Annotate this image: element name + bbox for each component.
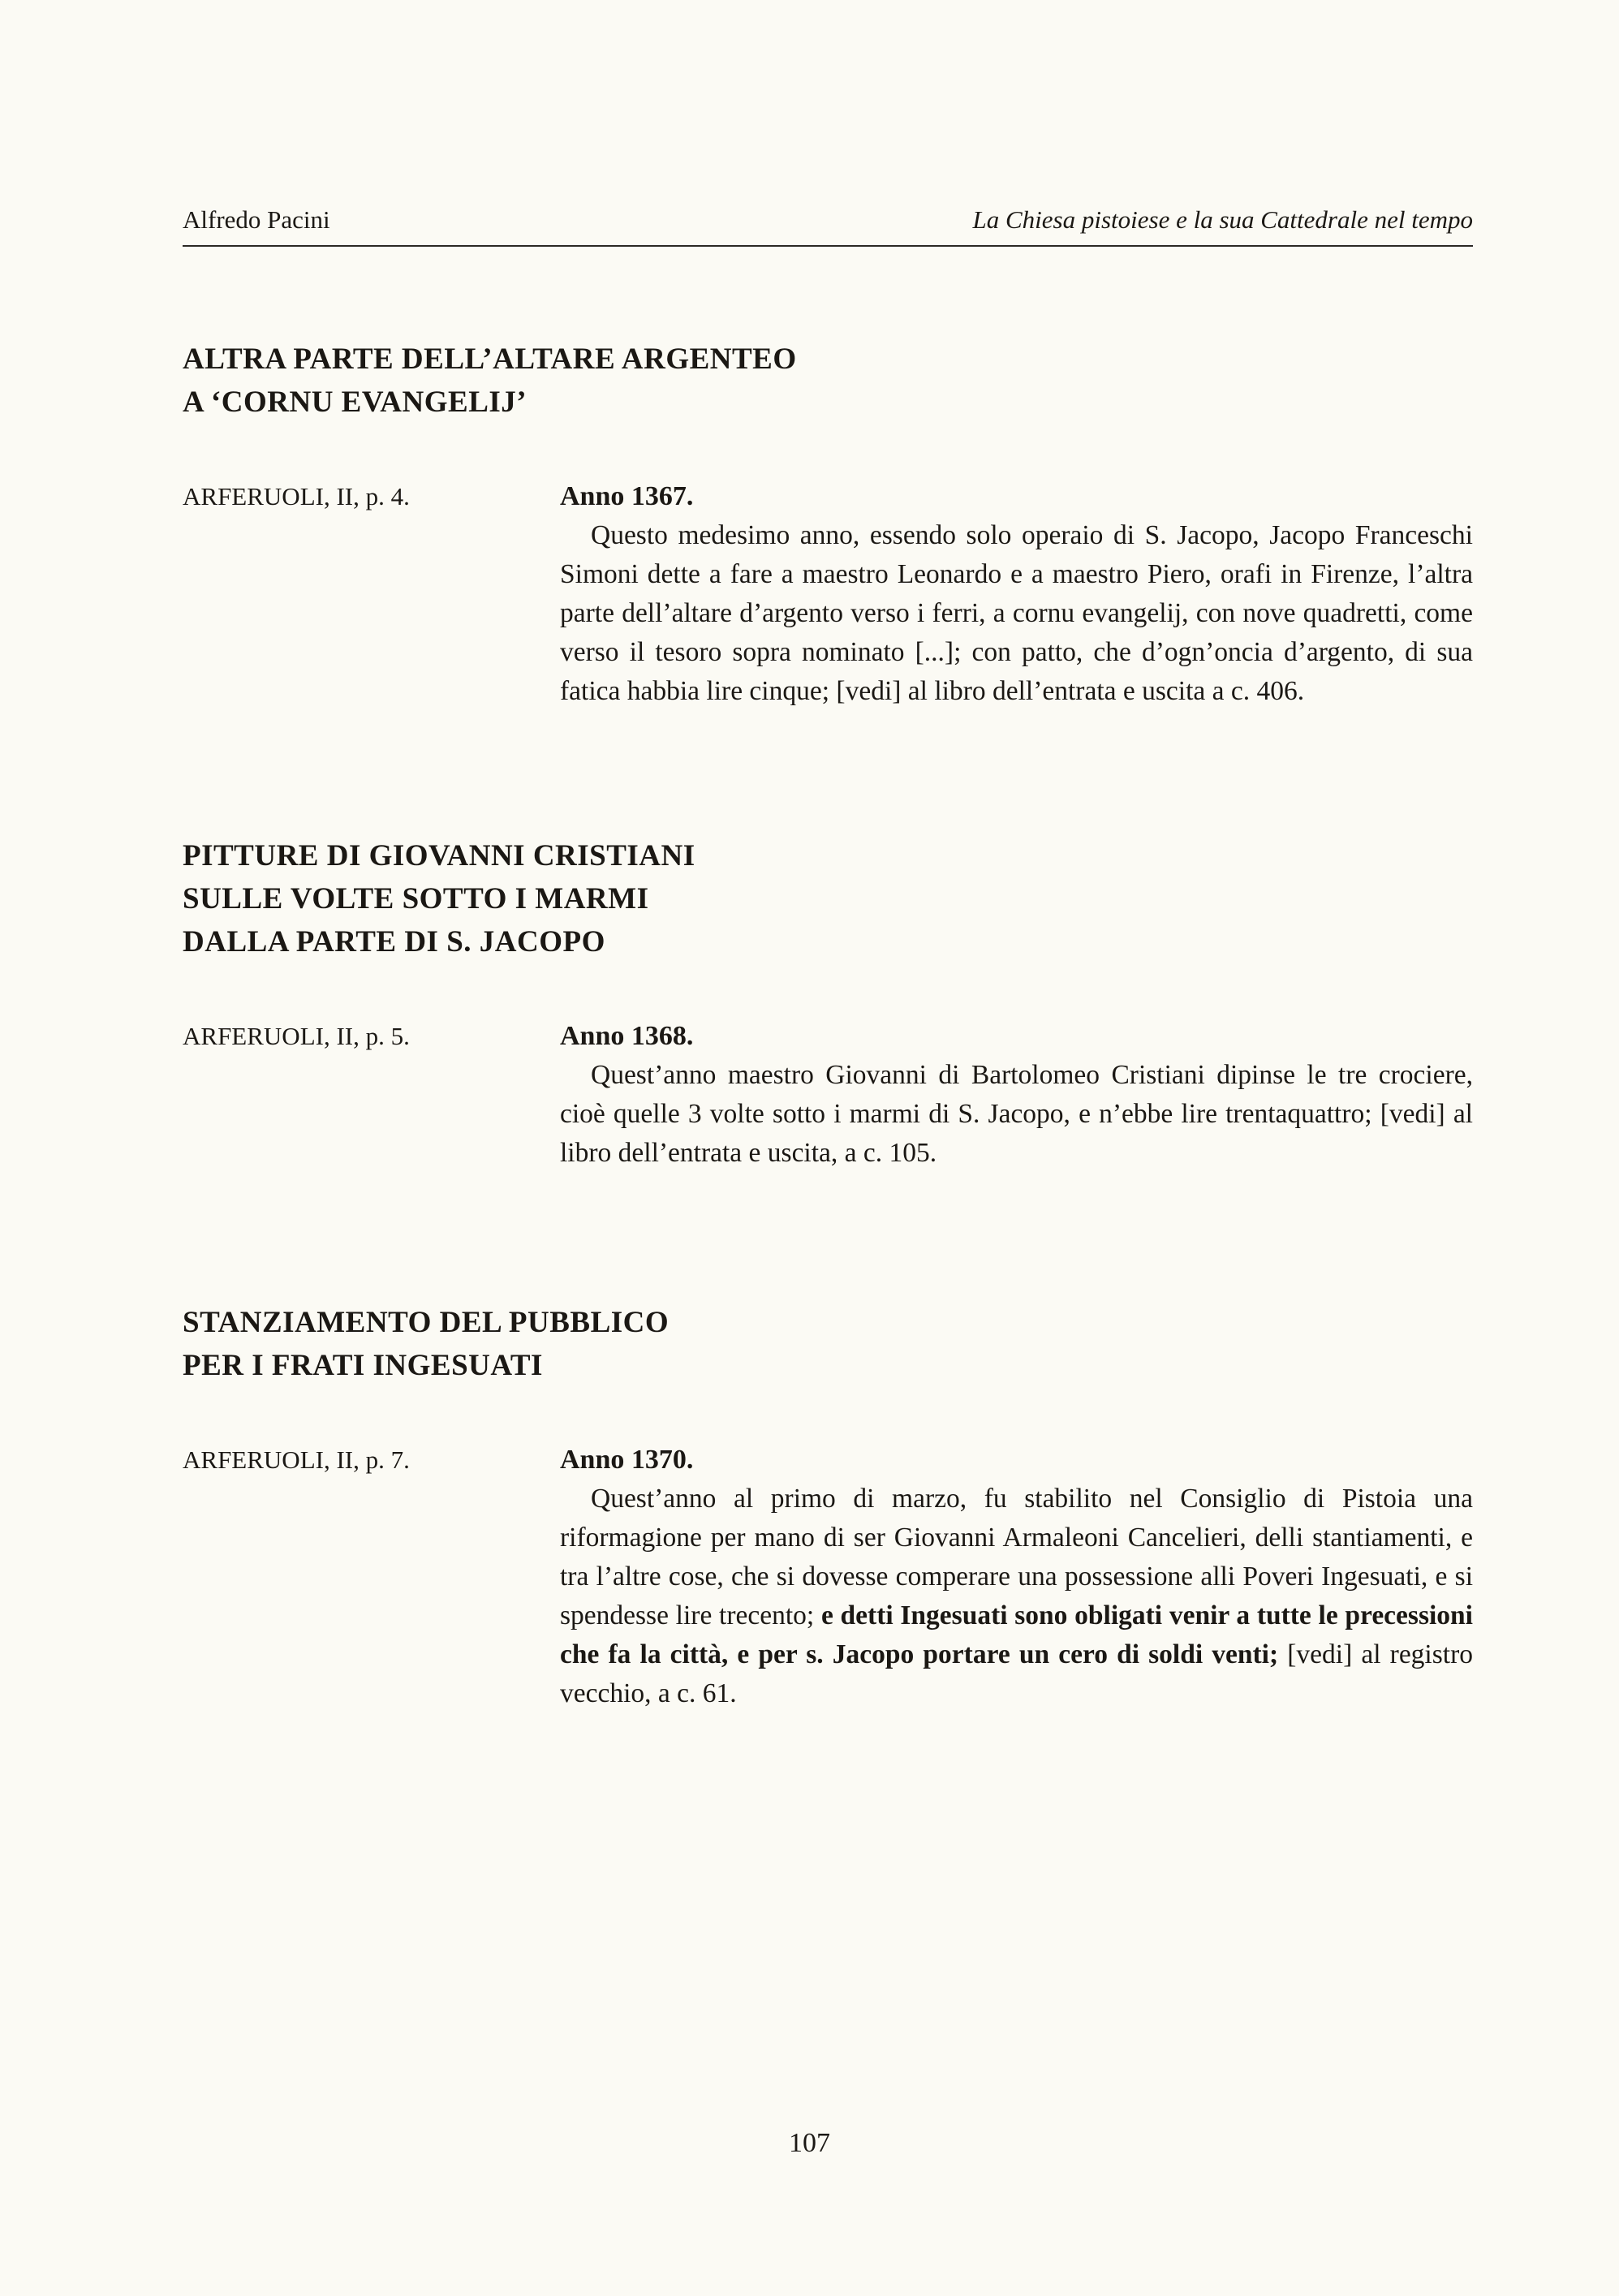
paragraph-text: Quest’anno maestro Giovanni di Bartolomeo Cristiani dipinse le tre crociere, cioè quelle 3 volte sotto i marmi di S. Jacopo, e n’ebbe lire trentaquattro; [vedi] al libro dell’entrata e uscita, a c. 105. xyxy=(560,1060,1473,1168)
anno-label: Anno 1370. xyxy=(560,1445,694,1475)
entry-paragraph xyxy=(560,1480,1473,1713)
entry-row xyxy=(183,1441,1473,1713)
source-reference: ARFERUOLI, II, p. 7. xyxy=(183,1445,410,1474)
entry-paragraph xyxy=(560,1056,1473,1173)
entry-paragraph xyxy=(560,516,1473,711)
anno-label: Anno 1367. xyxy=(560,481,694,511)
source-reference: ARFERUOLI, II, p. 4. xyxy=(183,482,410,510)
paragraph-text-bold: e detti Ingesuati sono obligati venir a tutte le precessioni che fa la città, e per s. Jacopo portare un cero di soldi venti; xyxy=(560,1600,1473,1669)
section-pitture-cristiani xyxy=(183,834,1473,1173)
section-heading xyxy=(183,1301,1473,1387)
paragraph-text: [vedi] al registro vecchio, a c. 61. xyxy=(560,1639,1473,1708)
page-number: 107 xyxy=(789,2128,830,2158)
section-stanziamento-ingesuati xyxy=(183,1301,1473,1713)
source-reference: ARFERUOLI, II, p. 5. xyxy=(183,1022,410,1050)
paragraph-text: Quest’anno al primo di marzo, fu stabilito nel Consiglio di Pistoia una riformagione per mano di ser Giovanni Armaleoni Cancelieri, delli stantiamenti, e tra l’altre cose, che si dovesse comperare una possessione alli Poveri Ingesuati, e si spendesse lire trecento; xyxy=(560,1484,1473,1630)
running-header xyxy=(183,0,1473,235)
header-author: Alfredo Pacini xyxy=(183,205,330,234)
section-heading xyxy=(183,338,1473,424)
entry-body xyxy=(560,477,1473,711)
entry-body xyxy=(560,1017,1473,1173)
section-heading-line: SULLE VOLTE SOTTO I MARMI xyxy=(183,882,649,915)
section-heading-line: PITTURE DI GIOVANNI CRISTIANI xyxy=(183,839,695,872)
section-heading xyxy=(183,834,1473,963)
entry-body xyxy=(560,1441,1473,1713)
header-book-title: La Chiesa pistoiese e la sua Cattedrale nel tempo xyxy=(972,205,1473,234)
section-heading-line: A ‘CORNU EVANGELIJ’ xyxy=(183,386,527,419)
section-heading-line: DALLA PARTE DI S. JACOPO xyxy=(183,925,605,958)
paragraph-text: Questo medesimo anno, essendo solo operaio di S. Jacopo, Jacopo Franceschi Simoni dette a fare a maestro Leonardo e a maestro Piero, orafi in Firenze, l’altra parte dell’altare d’argento verso i ferri, a cornu evangelij, con nove quadretti, come verso il tesoro sopra nominato [...]; con patto, che d’ogn’oncia d’argento, di sua fatica habbia lire cinque; [vedi] al libro dell’entrata e uscita a c. 406. xyxy=(560,520,1473,706)
section-altare-argenteo xyxy=(183,338,1473,711)
section-heading-line: PER I FRATI INGESUATI xyxy=(183,1349,543,1382)
page-content xyxy=(183,0,1473,1713)
entry-row xyxy=(183,477,1473,711)
entry-row xyxy=(183,1017,1473,1173)
header-rule xyxy=(183,245,1473,247)
anno-label: Anno 1368. xyxy=(560,1021,694,1051)
section-heading-line: STANZIAMENTO DEL PUBBLICO xyxy=(183,1306,670,1339)
section-heading-line: ALTRA PARTE DELL’ALTARE ARGENTEO xyxy=(183,342,797,376)
